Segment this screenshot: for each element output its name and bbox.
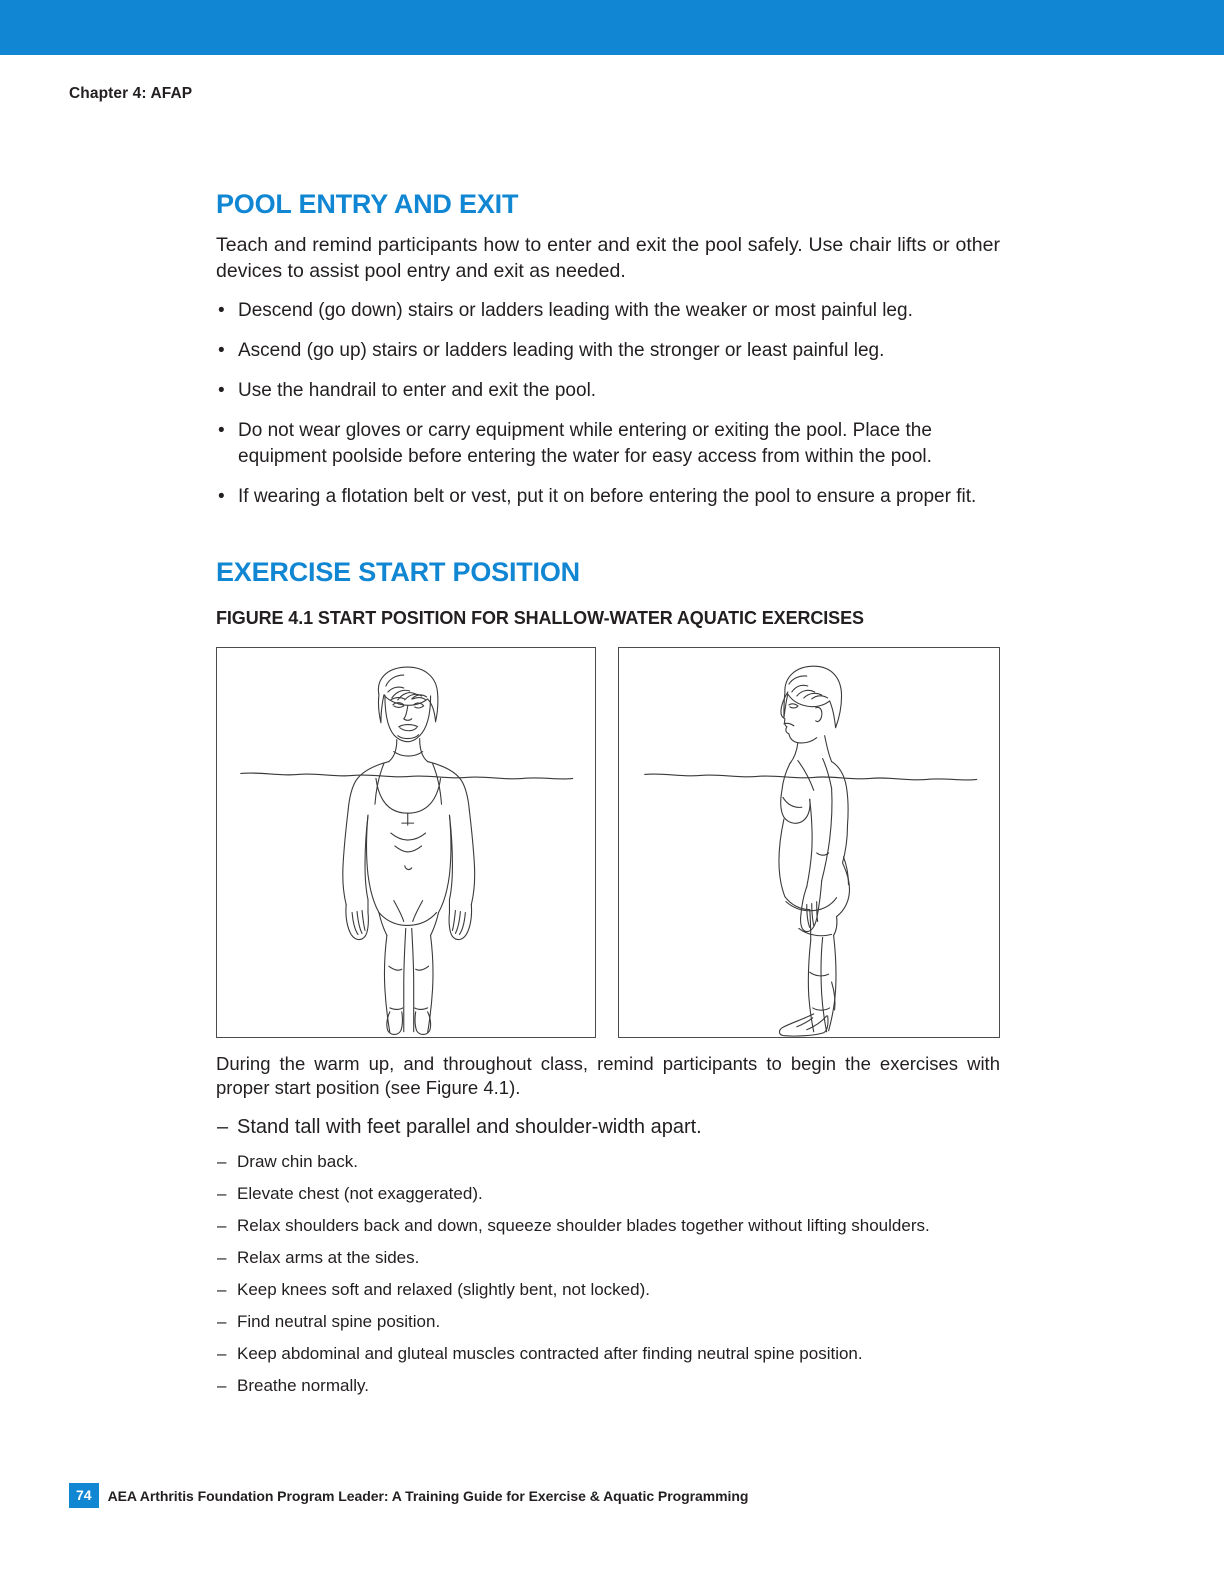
figure-caption: FIGURE 4.1 START POSITION FOR SHALLOW-WATER AQUATIC EXERCISES [216,608,864,628]
list-item [216,1310,1000,1333]
page-content [216,188,1000,1406]
list-item [216,1246,1000,1269]
dash-icon: – [217,1248,227,1267]
list-item [216,1214,1000,1237]
list-item [216,1342,1000,1365]
running-head: Chapter 4: AFAP [69,85,193,102]
list-item-text: Find neutral spine position. [237,1312,441,1331]
list-item-text: Draw chin back. [237,1152,358,1171]
list-item [216,378,1000,404]
section-spacer [216,510,1000,556]
figure-box-side-view [618,647,1001,1038]
list-item [216,418,1000,470]
dash-icon: – [217,1344,227,1363]
dash-icon: – [217,1312,227,1331]
side-view-standing-figure [619,648,1000,1037]
list-item [216,298,1000,324]
list-item [216,338,1000,364]
dash-icon: – [217,1152,227,1171]
dash-icon: – [217,1280,227,1299]
dash-icon: – [217,1376,227,1395]
footer-title: AEA Arthritis Foundation Program Leader: A Training Guide for Exercise & Aquatic Programming [107,1487,749,1504]
dash-icon: – [217,1116,229,1138]
bullet-icon: • [218,340,225,361]
bullet-icon: • [218,300,225,321]
bullet-icon: • [218,380,225,401]
list-item-text: Descend (go down) stairs or ladders leading with the weaker or most painful leg. [238,300,913,321]
list-item-text: Ascend (go up) stairs or ladders leading with the stronger or least painful leg. [238,340,885,361]
page-footer [69,1483,748,1508]
list-item-text: Relax arms at the sides. [237,1248,420,1267]
front-view-standing-figure [217,648,595,1037]
pool-entry-bullet-list [216,298,1000,510]
section-heading-exercise-start-position: EXERCISE START POSITION [216,557,580,587]
list-item [216,1182,1000,1205]
figure-box-front-view [216,647,596,1038]
section-heading-pool-entry: POOL ENTRY AND EXIT [216,189,519,219]
figure-row [216,647,1000,1038]
after-figure-paragraph: During the warm up, and throughout class, remind participants to begin the exercises with proper start position (see Figure 4.1). [216,1053,1000,1098]
list-item [216,484,1000,510]
bullet-icon: • [218,486,225,507]
dash-icon: – [217,1184,227,1203]
list-item-text: Keep knees soft and relaxed (slightly bent, not locked). [237,1280,650,1299]
list-item-text: Breathe normally. [237,1376,369,1395]
list-item [216,1374,1000,1397]
list-item [216,1278,1000,1301]
list-item [216,1150,1000,1173]
list-item-text: Use the handrail to enter and exit the pool. [238,380,597,401]
header-blue-band [0,0,1224,55]
list-item-text: Keep abdominal and gluteal muscles contracted after finding neutral spine position. [237,1344,863,1363]
section-intro-paragraph: Teach and remind participants how to enter and exit the pool safely. Use chair lifts or other devices to assist pool entry and exit as needed. [216,234,1000,282]
list-item-text: Stand tall with feet parallel and shoulder-width apart. [237,1116,702,1138]
list-item-text: Relax shoulders back and down, squeeze shoulder blades together without lifting shoulders. [237,1216,930,1235]
list-item-text: Elevate chest (not exaggerated). [237,1184,483,1203]
dash-icon: – [217,1216,227,1235]
list-item [216,1114,1000,1140]
list-item-text: Do not wear gloves or carry equipment while entering or exiting the pool. Place the equipment poolside before entering the water for easy access from within the pool. [238,420,932,467]
list-item-text: If wearing a flotation belt or vest, put it on before entering the pool to ensure a proper fit. [238,486,977,507]
start-position-dash-list [216,1114,1000,1397]
bullet-icon: • [218,420,225,441]
page-number-badge: 74 [69,1483,99,1508]
